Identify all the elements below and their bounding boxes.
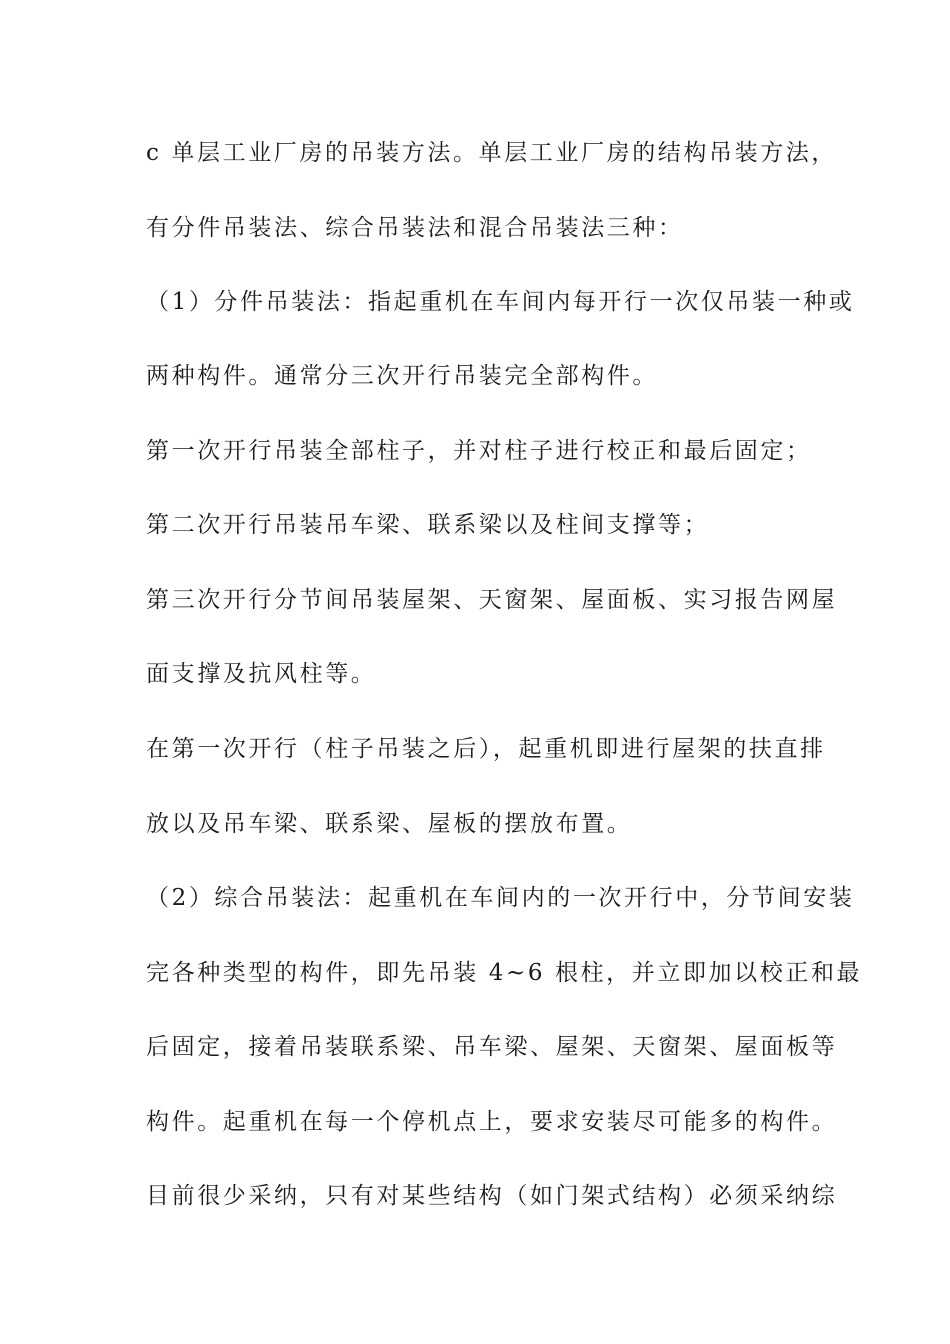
text-line: 有分件吊装法、综合吊装法和混合吊装法三种： xyxy=(146,215,684,241)
text-line: 面支撑及抗风柱等。 xyxy=(146,661,377,687)
text-line: 在第一次开行（柱子吊装之后），起重机即进行屋架的扶直排 xyxy=(146,736,826,762)
text-line: 构件。起重机在每一个停机点上，要求安装尽可能多的构件。 xyxy=(146,1109,838,1135)
text-line: （2）综合吊装法：起重机在车间内的一次开行中，分节间安装 xyxy=(146,885,855,911)
text-line: 两种构件。通常分三次开行吊装完全部构件。 xyxy=(146,363,658,389)
text-line: c 单层工业厂房的吊装方法。单层工业厂房的结构吊装方法， xyxy=(146,140,837,166)
text-line: 第一次开行吊装全部柱子，并对柱子进行校正和最后固定； xyxy=(146,438,812,464)
text-line: 放以及吊车梁、联系梁、屋板的摆放布置。 xyxy=(146,811,633,837)
text-line: （1）分件吊装法：指起重机在车间内每开行一次仅吊装一种或 xyxy=(146,289,855,315)
text-line: 第三次开行分节间吊装屋架、天窗架、屋面板、实习报告网屋 xyxy=(146,587,838,613)
text-line: 后固定，接着吊装联系梁、吊车梁、屋架、天窗架、屋面板等 xyxy=(146,1034,838,1060)
text-line: 完各种类型的构件，即先吊装 4~6 根柱，并立即加以校正和最 xyxy=(146,960,863,986)
text-line: 目前很少采纳，只有对某些结构（如门架式结构）必须采纳综 xyxy=(146,1183,838,1209)
text-line: 第二次开行吊装吊车梁、联系梁以及柱间支撑等； xyxy=(146,512,710,538)
